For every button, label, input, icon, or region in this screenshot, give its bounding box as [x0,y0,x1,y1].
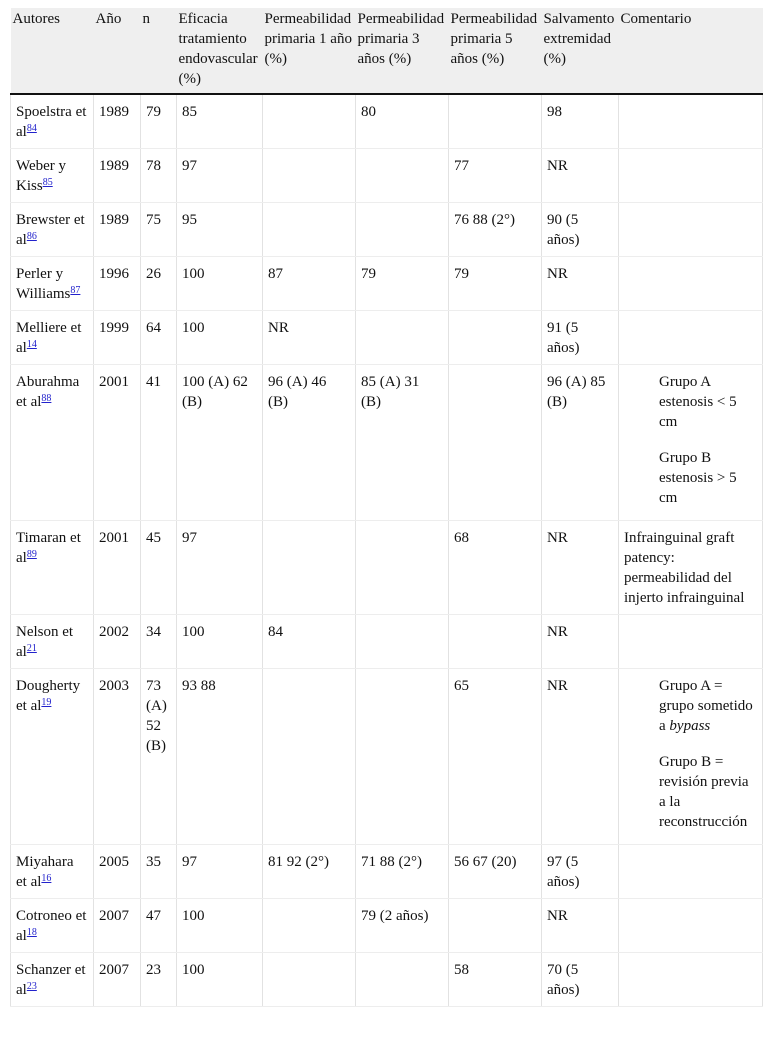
efficacy-cell: 95 [177,203,263,257]
reference-link[interactable]: 18 [26,927,37,938]
salvage-cell: 98 [542,94,619,149]
patency-1y-cell: 96 (A) 46 (B) [263,365,356,521]
comment-cell [619,845,763,899]
reference-link[interactable]: 84 [26,123,37,134]
patency-5y-cell: 77 [449,149,542,203]
author-cell: Perler y Williams$^{87}$ [11,257,94,311]
year-cell: 2003 [94,669,141,845]
header-limb-salvage: Salvamento extremidad (%) [542,8,619,94]
comment-cell [619,257,763,311]
year-cell: 1989 [94,203,141,257]
efficacy-cell: 97 [177,845,263,899]
patency-1y-cell [263,899,356,953]
comment-cell [619,203,763,257]
table-row [11,94,763,149]
comment-cell [619,365,763,521]
comment-cell [619,899,763,953]
reference-link[interactable]: 16 [41,873,52,884]
patency-3y-cell [356,669,449,845]
header-efficacy: Eficacia tratamiento endovascular (%) [177,8,263,94]
comment-text: Grupo B = revisión previa a la reconstrucción [659,754,749,830]
author-cell: Nelson et al$^{21}$ [11,615,94,669]
patency-1y-cell [263,521,356,615]
header-patency-5y: Permeabilidad primaria 5 años (%) [449,8,542,94]
patency-3y-cell: 80 [356,94,449,149]
patency-3y-cell [356,953,449,1007]
patency-3y-cell [356,615,449,669]
table-row [11,203,763,257]
salvage-cell: NR [542,615,619,669]
patency-5y-cell: 79 [449,257,542,311]
salvage-cell: NR [542,149,619,203]
header-n: n [141,8,177,94]
salvage-cell: NR [542,257,619,311]
table-row [11,845,763,899]
salvage-cell: NR [542,899,619,953]
header-patency-3y: Permeabilidad primaria 3 años (%) [356,8,449,94]
n-cell: 78 [141,149,177,203]
efficacy-cell: 97 [177,521,263,615]
patency-5y-cell: 68 [449,521,542,615]
patency-5y-cell: 76 88 (2°) [449,203,542,257]
comment-cell [619,94,763,149]
efficacy-cell: 93 88 [177,669,263,845]
year-cell: 1989 [94,94,141,149]
author-cell: Dougherty et al$^{19}$ [11,669,94,845]
author-cell: Timaran et al$^{89}$ [11,521,94,615]
comment-text: Grupo A = grupo sometido a bypass [659,678,753,734]
table-row [11,669,763,845]
efficacy-cell: 97 [177,149,263,203]
patency-5y-cell [449,311,542,365]
year-cell: 2005 [94,845,141,899]
author-cell: Spoelstra et al$^{84}$ [11,94,94,149]
reference-link[interactable]: 21 [26,643,37,654]
patency-1y-cell: 87 [263,257,356,311]
patency-5y-cell: 65 [449,669,542,845]
year-cell: 1996 [94,257,141,311]
comment-text: Grupo A estenosis < 5 cm [659,374,737,430]
comment-cell [619,953,763,1007]
n-cell: 47 [141,899,177,953]
patency-5y-cell [449,94,542,149]
patency-1y-cell [263,94,356,149]
comment-cell: Infrainguinal graft patency: permeabilidad del injerto infrainguinal [619,521,763,615]
reference-link[interactable]: 85 [42,177,53,188]
reference-link[interactable]: 14 [26,339,37,350]
salvage-cell: 97 (5 años) [542,845,619,899]
n-cell: 23 [141,953,177,1007]
salvage-cell: 90 (5 años) [542,203,619,257]
patency-3y-cell [356,311,449,365]
efficacy-cell: 100 (A) 62 (B) [177,365,263,521]
efficacy-cell: 100 [177,615,263,669]
reference-link[interactable]: 87 [70,285,81,296]
patency-3y-cell: 71 88 (2°) [356,845,449,899]
reference-link[interactable]: 19 [41,697,52,708]
year-cell: 1989 [94,149,141,203]
efficacy-cell: 100 [177,953,263,1007]
reference-link[interactable]: 86 [26,231,37,242]
patency-5y-cell [449,615,542,669]
salvage-cell: 96 (A) 85 (B) [542,365,619,521]
n-cell: 41 [141,365,177,521]
efficacy-cell: 85 [177,94,263,149]
efficacy-cell: 100 [177,311,263,365]
results-table [10,8,763,1007]
patency-5y-cell [449,899,542,953]
year-cell: 2002 [94,615,141,669]
table-row [11,953,763,1007]
efficacy-cell: 100 [177,257,263,311]
author-cell: Melliere et al$^{14}$ [11,311,94,365]
author-cell: Weber y Kiss$^{85}$ [11,149,94,203]
year-cell: 2001 [94,521,141,615]
comment-cell [619,669,763,845]
author-cell: Cotroneo et al$^{18}$ [11,899,94,953]
patency-1y-cell [263,669,356,845]
patency-1y-cell [263,149,356,203]
patency-3y-cell [356,521,449,615]
patency-5y-cell: 56 67 (20) [449,845,542,899]
header-patency-1y: Permeabilidad primaria 1 año (%) [263,8,356,94]
n-cell: 26 [141,257,177,311]
patency-3y-cell [356,203,449,257]
patency-3y-cell: 79 [356,257,449,311]
patency-5y-cell [449,365,542,521]
patency-1y-cell: 84 [263,615,356,669]
salvage-cell: NR [542,521,619,615]
table-row [11,365,763,521]
header-comment: Comentario [619,8,763,94]
patency-1y-cell [263,953,356,1007]
year-cell: 2001 [94,365,141,521]
patency-3y-cell: 79 (2 años) [356,899,449,953]
year-cell: 2007 [94,953,141,1007]
author-cell: Brewster et al$^{86}$ [11,203,94,257]
table-row [11,311,763,365]
salvage-cell: 70 (5 años) [542,953,619,1007]
n-cell: 73 (A) 52 (B) [141,669,177,845]
salvage-cell: 91 (5 años) [542,311,619,365]
efficacy-cell: 100 [177,899,263,953]
author-cell: Schanzer et al$^{23}$ [11,953,94,1007]
patency-3y-cell: 85 (A) 31 (B) [356,365,449,521]
patency-5y-cell: 58 [449,953,542,1007]
n-cell: 75 [141,203,177,257]
n-cell: 35 [141,845,177,899]
comment-cell [619,615,763,669]
header-authors: Autores [11,8,94,94]
table-row [11,257,763,311]
comment-cell [619,311,763,365]
patency-1y-cell [263,203,356,257]
table-row [11,521,763,615]
table-row [11,615,763,669]
patency-1y-cell: 81 92 (2°) [263,845,356,899]
n-cell: 64 [141,311,177,365]
comment-text: Grupo B estenosis > 5 cm [659,450,737,506]
n-cell: 79 [141,94,177,149]
n-cell: 45 [141,521,177,615]
table-row [11,899,763,953]
comment-cell [619,149,763,203]
year-cell: 1999 [94,311,141,365]
patency-3y-cell [356,149,449,203]
reference-link[interactable]: 89 [26,549,37,560]
n-cell: 34 [141,615,177,669]
reference-link[interactable]: 23 [26,981,37,992]
year-cell: 2007 [94,899,141,953]
author-cell: Miyahara et al$^{16}$ [11,845,94,899]
reference-link[interactable]: 88 [41,393,52,404]
table-row [11,149,763,203]
author-cell: Aburahma et al$^{88}$ [11,365,94,521]
table-header-row [11,8,763,94]
patency-1y-cell: NR [263,311,356,365]
header-year: Año [94,8,141,94]
salvage-cell: NR [542,669,619,845]
comment-emphasis: bypass [669,718,711,734]
